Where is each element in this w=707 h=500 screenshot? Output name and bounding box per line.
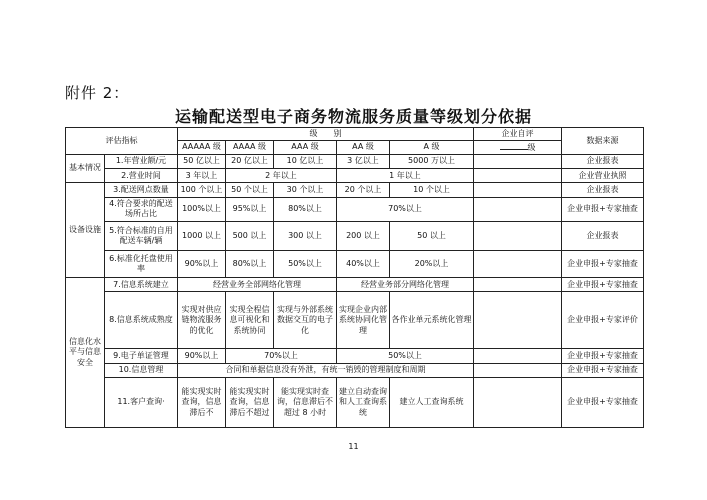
source-cell: 企业申报+专家抽查 — [562, 250, 644, 278]
row-name: 11.客户查询· — [105, 378, 178, 428]
source-cell: 企业营业执照 — [562, 169, 644, 183]
source-cell: 企业报表 — [562, 222, 644, 251]
cell: 各作业单元系统化管理 — [390, 292, 474, 349]
cell: 95%以上 — [226, 197, 274, 221]
row-name: 4.符合要求的配送场所占比 — [105, 197, 178, 221]
category-equipment: 设备设施 — [66, 183, 105, 278]
cell: 70%以上 — [226, 349, 337, 363]
source-cell: 企业申报+专家抽查 — [562, 278, 644, 292]
cell: 100 个以上 — [178, 183, 226, 197]
cell: 50%以上 — [274, 250, 337, 278]
category-basic: 基本情况 — [66, 154, 105, 183]
source-cell: 企业申报+专家评价 — [562, 292, 644, 349]
score-blank — [500, 141, 528, 150]
header-level-a: A 级 — [390, 141, 474, 155]
cell: 50%以上 — [337, 349, 474, 363]
cell: 30 个以上 — [274, 183, 337, 197]
document-title: 运输配送型电子商务物流服务质量等级划分依据 — [174, 107, 532, 126]
row-name: 8.信息系统成熟度 — [105, 292, 178, 349]
row-name: 5.符合标准的自用配送车辆/辆 — [105, 222, 178, 251]
cell: 200 以上 — [337, 222, 390, 251]
row-name: 2.营业时间 — [105, 169, 178, 183]
header-level-aaa: AAA 级 — [274, 141, 337, 155]
cell: 40%以上 — [337, 250, 390, 278]
attachment-label: 附件 2： — [65, 84, 130, 102]
cell: 90%以上 — [178, 349, 226, 363]
cell: 70%以上 — [337, 197, 474, 221]
cell: 实现全程信息可视化和系统协同 — [226, 292, 274, 349]
cell: 300 以上 — [274, 222, 337, 251]
cell: 90%以上 — [178, 250, 226, 278]
row-name: 6.标准化托盘使用率 — [105, 250, 178, 278]
cell: 80%以上 — [226, 250, 274, 278]
row-name: 3.配送网点数量 — [105, 183, 178, 197]
cell: 经营业务全部网络化管理 — [178, 278, 337, 292]
cell: 建立人工查询系统 — [390, 378, 474, 428]
self-eval-cell — [474, 378, 562, 428]
self-eval-cell — [474, 292, 562, 349]
header-self-eval: 企业自评 — [474, 128, 562, 141]
header-indicator: 评估指标 — [66, 128, 178, 155]
cell: 50 以上 — [390, 222, 474, 251]
row-name: 7.信息系统建立 — [105, 278, 178, 292]
cell: 实现与外部系统数据交互的电子化 — [274, 292, 337, 349]
self-eval-cell — [474, 169, 562, 183]
cell: 能实现实时查询，信息滞后不超过 — [226, 378, 274, 428]
self-eval-level: 级 — [474, 141, 562, 155]
source-cell: 企业申报+专家抽查 — [562, 363, 644, 377]
header-source: 数据来源 — [562, 128, 644, 155]
row-name: 9.电子单证管理 — [105, 349, 178, 363]
category-info: 信息化水平与信息安全 — [66, 278, 105, 428]
cell: 10 亿以上 — [274, 154, 337, 168]
self-eval-cell — [474, 363, 562, 377]
row-name: 1.年营业额/元 — [105, 154, 178, 168]
self-eval-cell — [474, 349, 562, 363]
source-cell: 企业报表 — [562, 183, 644, 197]
cell: 50 个以上 — [226, 183, 274, 197]
header-level-aa: AA 级 — [337, 141, 390, 155]
self-eval-cell — [474, 222, 562, 251]
cell: 建立自动查询和人工查询系统 — [337, 378, 390, 428]
grading-table — [65, 127, 644, 428]
cell: 能实现实时查询，信息滞后不 — [178, 378, 226, 428]
cell: 2 年以上 — [226, 169, 337, 183]
self-eval-cell — [474, 183, 562, 197]
cell: 20%以上 — [390, 250, 474, 278]
cell: 1 年以上 — [337, 169, 474, 183]
cell: 20 亿以上 — [226, 154, 274, 168]
source-cell: 企业报表 — [562, 154, 644, 168]
self-eval-cell — [474, 278, 562, 292]
cell: 1000 以上 — [178, 222, 226, 251]
source-cell: 企业申报+专家抽查 — [562, 349, 644, 363]
cell: 实现对供应链物流服务的优化 — [178, 292, 226, 349]
cell: 10 个以上 — [390, 183, 474, 197]
cell: 合同和单据信息没有外泄，有统一销毁的管理制度和周期 — [178, 363, 474, 377]
header-level-aaaaa: AAAAA 级 — [178, 141, 226, 155]
cell: 3 亿以上 — [337, 154, 390, 168]
self-eval-cell — [474, 197, 562, 221]
cell: 3 年以上 — [178, 169, 226, 183]
source-cell: 企业申报+专家抽查 — [562, 197, 644, 221]
cell: 5000 万以上 — [390, 154, 474, 168]
cell: 能实现实时查询，信息滞后不超过 8 小时 — [274, 378, 337, 428]
header-level-aaaa: AAAA 级 — [226, 141, 274, 155]
source-cell: 企业申报+专家抽查 — [562, 378, 644, 428]
self-eval-cell — [474, 154, 562, 168]
row-name: 10.信息管理 — [105, 363, 178, 377]
header-level-group: 级 别 — [178, 128, 474, 141]
page-number: 11 — [348, 442, 359, 451]
cell: 100%以上 — [178, 197, 226, 221]
self-eval-cell — [474, 250, 562, 278]
cell: 20 个以上 — [337, 183, 390, 197]
cell: 500 以上 — [226, 222, 274, 251]
cell: 80%以上 — [274, 197, 337, 221]
cell: 50 亿以上 — [178, 154, 226, 168]
cell: 经营业务部分网络化管理 — [337, 278, 474, 292]
cell: 实现企业内部系统协同化管理 — [337, 292, 390, 349]
